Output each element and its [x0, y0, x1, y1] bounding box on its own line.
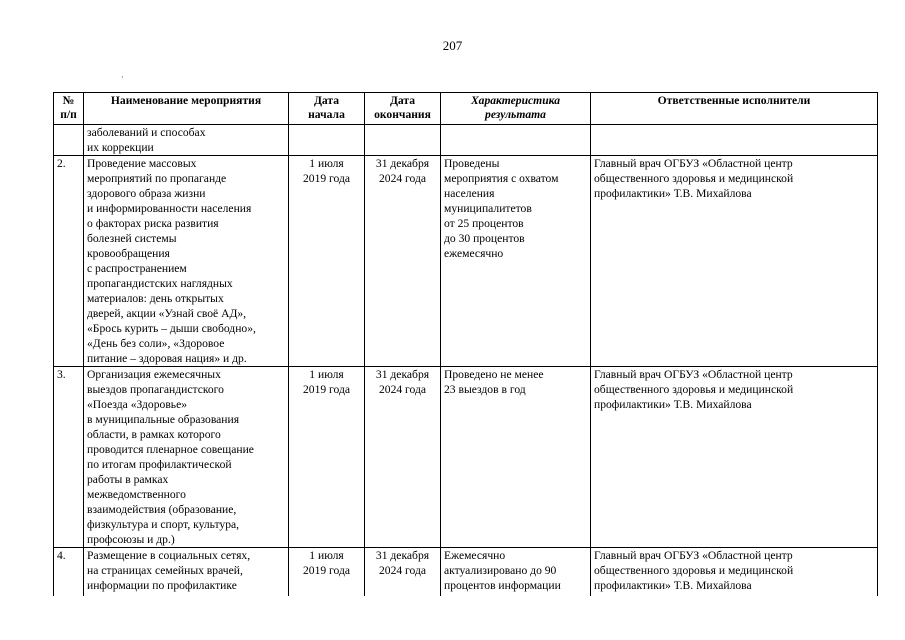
header-name: Наименование мероприятия	[84, 93, 289, 125]
cell-name	[84, 125, 289, 156]
cell-responsible	[591, 548, 878, 597]
cell-text-line: профсоюзы и др.)	[87, 533, 175, 546]
cell-text-line: заболеваний и способах	[87, 126, 206, 139]
cell-text-line: 2019 года	[302, 172, 351, 185]
events-table	[53, 92, 878, 596]
cell-end-date	[365, 125, 441, 156]
table-row	[54, 367, 878, 548]
cell-text-line: 2024 года	[378, 172, 427, 185]
cell-text-line: 31 декабря	[375, 157, 430, 170]
cell-name	[84, 367, 289, 548]
cell-text-line: здорового образа жизни	[87, 187, 206, 200]
cell-text-line: профилактики» Т.В. Михайлова	[594, 398, 752, 411]
cell-text-line: профилактики» Т.В. Михайлова	[594, 579, 752, 592]
header-result: Характеристика результата	[441, 93, 591, 125]
cell-text-line: мероприятия с охватом	[444, 172, 559, 185]
cell-start-date	[289, 367, 365, 548]
cell-start-date	[289, 156, 365, 367]
cell-text-line: «День без соли», «Здоровое	[87, 337, 225, 350]
cell-text-line: по итогам профилактической	[87, 458, 232, 471]
header-end: Дата окончания	[365, 93, 441, 125]
cell-number: 2.	[54, 156, 84, 367]
cell-text-line: 2019 года	[302, 564, 351, 577]
cell-text-line: Организация ежемесячных	[87, 368, 221, 381]
cell-text-line: 31 декабря	[375, 549, 430, 562]
table-row	[54, 156, 878, 367]
cell-text-line: общественного здоровья и медицинской	[594, 172, 794, 185]
cell-text-line: актуализировано до 90	[444, 564, 557, 577]
cell-text-line: 31 декабря	[375, 368, 430, 381]
header-num: № п/п	[54, 93, 84, 125]
cell-text-line: 2024 года	[378, 383, 427, 396]
cell-end-date	[365, 548, 441, 597]
cell-text-line: материалов: день открытых	[87, 292, 224, 305]
cell-text-line: выездов пропагандистского	[87, 383, 224, 396]
cell-text-line: Главный врач ОГБУЗ «Областной центр	[594, 157, 793, 170]
cell-result	[441, 548, 591, 597]
cell-name	[84, 548, 289, 597]
cell-result	[441, 125, 591, 156]
cell-text-line: с распространением	[87, 262, 187, 275]
cell-number: 4.	[54, 548, 84, 597]
cell-text-line: их коррекции	[87, 141, 154, 154]
cell-text-line: и информированности населения	[87, 202, 252, 215]
cell-text-line: до 30 процентов	[444, 232, 525, 245]
cell-text-line: 2024 года	[378, 564, 427, 577]
cell-text-line: муниципалитетов	[444, 202, 532, 215]
page-number: 207	[442, 38, 463, 53]
cell-result	[441, 367, 591, 548]
cell-end-date	[365, 156, 441, 367]
table-header-row	[54, 93, 878, 125]
scan-speck: ·	[121, 73, 124, 82]
cell-start-date	[289, 125, 365, 156]
cell-text-line: работы в рамках	[87, 473, 169, 486]
table-row	[54, 548, 878, 597]
cell-responsible	[591, 156, 878, 367]
cell-text-line: 1 июля	[309, 368, 344, 381]
cell-text-line: взаимодействия (образование,	[87, 503, 237, 516]
cell-text-line: от 25 процентов	[444, 217, 524, 230]
cell-text-line: общественного здоровья и медицинской	[594, 564, 794, 577]
header-responsible: Ответственные исполнители	[591, 93, 878, 125]
cell-text-line: Проведено не менее	[444, 368, 544, 381]
cell-text-line: физкультура и спорт, культура,	[87, 518, 240, 531]
cell-text-line: пропагандистских наглядных	[87, 277, 233, 290]
cell-responsible	[591, 125, 878, 156]
cell-number	[54, 125, 84, 156]
cell-text-line: Проведение массовых	[87, 157, 197, 170]
cell-text-line: населения	[444, 187, 495, 200]
table-row	[54, 125, 878, 156]
cell-text-line: Главный врач ОГБУЗ «Областной центр	[594, 549, 793, 562]
cell-text-line: о факторах риска развития	[87, 217, 219, 230]
cell-result	[441, 156, 591, 367]
header-start: Дата начала	[289, 93, 365, 125]
cell-text-line: профилактики» Т.В. Михайлова	[594, 187, 752, 200]
cell-text-line: информации по профилактике	[87, 579, 237, 592]
cell-number: 3.	[54, 367, 84, 548]
cell-text-line: области, в рамках которого	[87, 428, 221, 441]
cell-text-line: ежемесячно	[444, 247, 504, 260]
cell-text-line: «Брось курить – дыши свободно»,	[87, 322, 256, 335]
cell-end-date	[365, 367, 441, 548]
cell-text-line: проводится пленарное совещание	[87, 443, 254, 456]
cell-text-line: межведомственного	[87, 488, 186, 501]
cell-text-line: питание – здоровая нация» и др.	[87, 352, 247, 365]
cell-text-line: процентов информации	[444, 579, 561, 592]
cell-text-line: в муниципальные образования	[87, 413, 240, 426]
cell-text-line: «Поезда «Здоровье»	[87, 398, 188, 411]
cell-text-line: 1 июля	[309, 157, 344, 170]
cell-text-line: дверей, акции «Узнай своё АД»,	[87, 307, 247, 320]
cell-text-line: общественного здоровья и медицинской	[594, 383, 794, 396]
cell-text-line: Главный врач ОГБУЗ «Областной центр	[594, 368, 793, 381]
cell-name	[84, 156, 289, 367]
cell-text-line: мероприятий по пропаганде	[87, 172, 227, 185]
cell-responsible	[591, 367, 878, 548]
cell-text-line: кровообращения	[87, 247, 170, 260]
cell-start-date	[289, 548, 365, 597]
cell-text-line: 2019 года	[302, 383, 351, 396]
cell-text-line: на страницах семейных врачей,	[87, 564, 243, 577]
cell-text-line: 23 выездов в год	[444, 383, 526, 396]
cell-text-line: Проведены	[444, 157, 500, 170]
cell-text-line: Размещение в социальных сетях,	[87, 549, 251, 562]
cell-text-line: 1 июля	[309, 549, 344, 562]
cell-text-line: болезней системы	[87, 232, 177, 245]
cell-text-line: Ежемесячно	[444, 549, 506, 562]
